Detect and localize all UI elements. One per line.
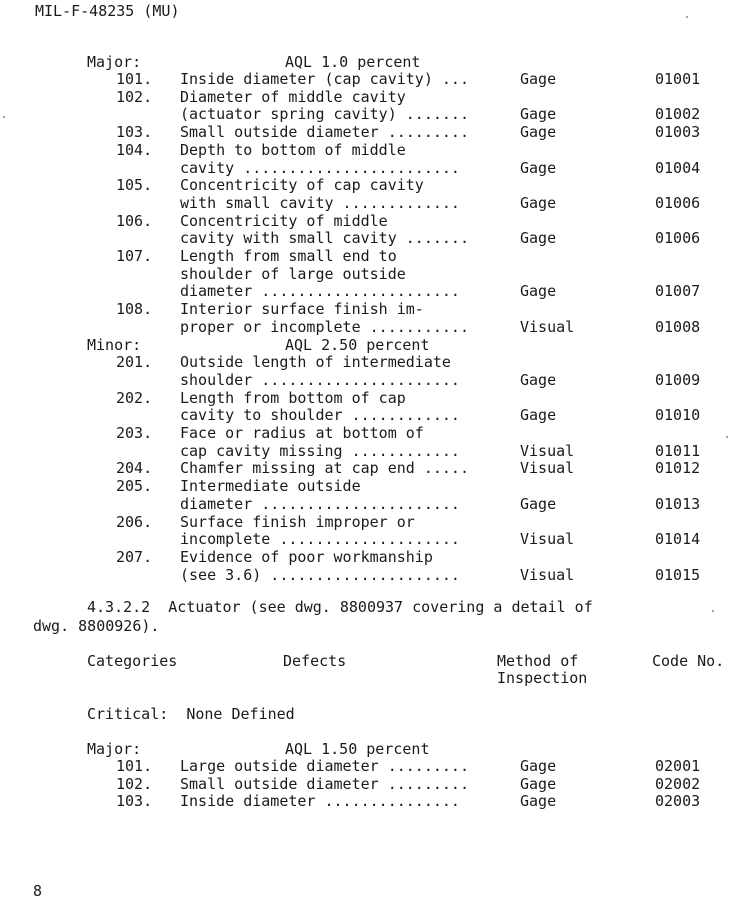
defect-number: 103. bbox=[116, 792, 153, 811]
defect-description: Length from bottom of cap bbox=[180, 388, 406, 407]
paragraph-heading: 4.3.2.2 Actuator (see dwg. 8800937 covering a detail of bbox=[87, 598, 593, 616]
defect-number: 106. bbox=[116, 211, 153, 230]
defect-description: Concentricity of cap cavity bbox=[180, 176, 424, 195]
inspection-method: Visual bbox=[520, 565, 575, 584]
defect-description: Small outside diameter ......... bbox=[180, 123, 469, 142]
defect-number: 203. bbox=[116, 424, 153, 442]
defect-description: (see 3.6) ..................... bbox=[180, 565, 460, 584]
defect-number: 103. bbox=[116, 123, 153, 142]
inspection-method: Gage bbox=[520, 494, 557, 513]
defect-number: 105. bbox=[116, 176, 153, 195]
defect-number: 202. bbox=[116, 388, 153, 407]
inspection-method: Gage bbox=[520, 158, 557, 177]
defect-number: 205. bbox=[116, 477, 153, 496]
major-label-2: Major: bbox=[87, 740, 142, 758]
defect-number: 102. bbox=[116, 87, 153, 106]
code-number: 01008 bbox=[655, 317, 701, 336]
inspection-method: Visual bbox=[520, 530, 575, 549]
inspection-method: Gage bbox=[520, 229, 557, 248]
defect-description: Outside length of intermediate bbox=[180, 353, 451, 372]
defect-description: Surface finish improper or bbox=[180, 512, 415, 531]
inspection-method: Gage bbox=[520, 70, 557, 88]
code-number: 01001 bbox=[655, 70, 701, 88]
inspection-method: Gage bbox=[520, 774, 557, 793]
inspection-method: Gage bbox=[520, 757, 557, 775]
defect-description: (actuator spring cavity) ....... bbox=[180, 105, 469, 124]
defect-description: cap cavity missing ............ bbox=[180, 441, 460, 460]
inspection-method: Gage bbox=[520, 282, 557, 301]
code-number: 01006 bbox=[655, 193, 701, 212]
defect-description: cavity to shoulder ............ bbox=[180, 406, 460, 425]
major-aql-2: AQL 1.50 percent bbox=[285, 740, 430, 758]
defect-description: incomplete .................... bbox=[180, 530, 460, 549]
major-aql: AQL 1.0 percent bbox=[285, 53, 421, 71]
code-number: 01010 bbox=[655, 406, 701, 425]
defect-description: shoulder of large outside bbox=[180, 264, 406, 283]
defect-description: proper or incomplete ........... bbox=[180, 317, 469, 336]
header-code-no: Code No. bbox=[652, 652, 725, 670]
code-number: 01007 bbox=[655, 282, 701, 301]
scan-speck bbox=[726, 436, 728, 438]
inspection-method: Gage bbox=[520, 370, 557, 389]
defect-description: Concentricity of middle bbox=[180, 211, 388, 230]
minor-label: Minor: bbox=[87, 336, 142, 354]
code-number: 02003 bbox=[655, 792, 701, 811]
inspection-method: Visual bbox=[520, 459, 575, 478]
defect-number: 101. bbox=[116, 757, 153, 775]
header-inspection: Inspection bbox=[497, 669, 588, 687]
defect-number: 104. bbox=[116, 140, 153, 159]
defect-description: Interior surface finish im- bbox=[180, 300, 424, 319]
scan-speck bbox=[712, 610, 714, 612]
defect-description: cavity with small cavity ....... bbox=[180, 229, 469, 248]
major-label: Major: bbox=[87, 53, 142, 71]
defect-number: 201. bbox=[116, 353, 153, 372]
defect-description: Chamfer missing at cap end ..... bbox=[180, 459, 469, 478]
code-number: 02001 bbox=[655, 757, 701, 775]
header-defects: Defects bbox=[283, 652, 347, 670]
scan-speck bbox=[686, 16, 688, 18]
code-number: 01006 bbox=[655, 229, 701, 248]
header-method: Method of bbox=[497, 652, 579, 670]
defect-description: Inside diameter (cap cavity) ... bbox=[180, 70, 469, 88]
inspection-method: Gage bbox=[520, 406, 557, 425]
defect-description: Length from small end to bbox=[180, 247, 397, 265]
inspection-method: Visual bbox=[520, 317, 575, 336]
scan-speck bbox=[3, 116, 5, 118]
defect-description: Depth to bottom of middle bbox=[180, 140, 406, 159]
defect-number: 206. bbox=[116, 512, 153, 531]
defect-description: Small outside diameter ......... bbox=[180, 774, 469, 793]
code-number: 01011 bbox=[655, 441, 701, 460]
code-number: 01004 bbox=[655, 158, 701, 177]
defect-description: Large outside diameter ......... bbox=[180, 757, 469, 775]
inspection-method: Gage bbox=[520, 792, 557, 811]
defect-description: Face or radius at bottom of bbox=[180, 424, 424, 442]
defect-number: 101. bbox=[116, 70, 153, 88]
header-categories: Categories bbox=[87, 652, 178, 670]
defect-number: 204. bbox=[116, 459, 153, 478]
defect-description: shoulder ...................... bbox=[180, 370, 460, 389]
inspection-method: Gage bbox=[520, 193, 557, 212]
document-id: MIL-F-48235 (MU) bbox=[35, 2, 180, 20]
code-number: 01003 bbox=[655, 123, 701, 142]
inspection-method: Gage bbox=[520, 123, 557, 142]
defect-description: Inside diameter ............... bbox=[180, 792, 460, 811]
defect-description: diameter ...................... bbox=[180, 494, 460, 513]
code-number: 02002 bbox=[655, 774, 701, 793]
defect-description: with small cavity ............. bbox=[180, 193, 460, 212]
defect-description: Intermediate outside bbox=[180, 477, 361, 496]
defect-number: 207. bbox=[116, 547, 153, 566]
defect-number: 108. bbox=[116, 300, 153, 319]
minor-aql: AQL 2.50 percent bbox=[285, 336, 430, 354]
code-number: 01015 bbox=[655, 565, 701, 584]
defect-number: 107. bbox=[116, 247, 153, 265]
defect-number: 102. bbox=[116, 774, 153, 793]
inspection-method: Visual bbox=[520, 441, 575, 460]
code-number: 01009 bbox=[655, 370, 701, 389]
defect-description: Evidence of poor workmanship bbox=[180, 547, 433, 566]
critical-line: Critical: None Defined bbox=[87, 705, 295, 723]
defect-description: Diameter of middle cavity bbox=[180, 87, 406, 106]
defect-description: cavity ........................ bbox=[180, 158, 460, 177]
code-number: 01012 bbox=[655, 459, 701, 478]
inspection-method: Gage bbox=[520, 105, 557, 124]
code-number: 01002 bbox=[655, 105, 701, 124]
code-number: 01013 bbox=[655, 494, 701, 513]
page-number: 8 bbox=[33, 882, 43, 900]
defect-description: diameter ...................... bbox=[180, 282, 460, 301]
paragraph-continuation: dwg. 8800926). bbox=[33, 617, 160, 635]
code-number: 01014 bbox=[655, 530, 701, 549]
